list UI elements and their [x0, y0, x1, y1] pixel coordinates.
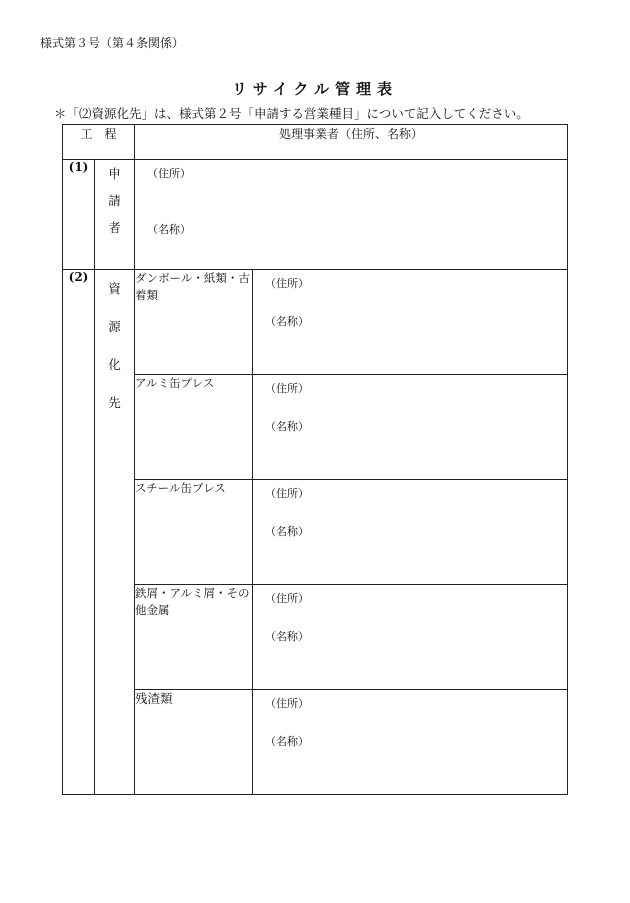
- document-title: リサイクル管理表: [232, 80, 398, 98]
- address-label: （住所）: [265, 487, 310, 500]
- address-label: （住所）: [265, 382, 310, 395]
- recycler-entry-cell[interactable]: [253, 375, 568, 480]
- address-label: （住所）: [147, 167, 192, 180]
- category-label: 残渣類: [135, 690, 253, 795]
- name-label: （名称）: [265, 735, 310, 748]
- table-row: [63, 270, 568, 375]
- address-label: （住所）: [265, 592, 310, 605]
- recycler-entry-cell[interactable]: [253, 585, 568, 690]
- address-label: （住所）: [265, 697, 310, 710]
- category-label: 鉄屑・アルミ屑・その他金属: [135, 585, 253, 690]
- operator-header: 処理事業者（住所、名称）: [135, 125, 568, 160]
- applicant-label-cell: [95, 160, 135, 270]
- table-row: [63, 585, 568, 690]
- applicant-row: [63, 160, 568, 270]
- applicant-entry-cell[interactable]: [135, 160, 568, 270]
- recycling-management-table: [62, 124, 568, 795]
- category-label: アルミ缶プレス: [135, 375, 253, 480]
- recycler-number: (2): [63, 270, 95, 795]
- category-label: スチール缶プレス: [135, 480, 253, 585]
- address-label: （住所）: [265, 277, 310, 290]
- recycler-entry-cell[interactable]: [253, 270, 568, 375]
- table-header-row: [63, 125, 568, 160]
- name-label: （名称）: [265, 420, 310, 433]
- name-label: （名称）: [147, 223, 192, 236]
- applicant-label: 申請者: [108, 166, 121, 235]
- table-row: [63, 690, 568, 795]
- process-header: 工 程: [63, 125, 135, 160]
- table-row: [63, 375, 568, 480]
- name-label: （名称）: [265, 630, 310, 643]
- name-label: （名称）: [265, 315, 310, 328]
- recycler-entry-cell[interactable]: [253, 480, 568, 585]
- recycler-label: 資源化先: [108, 281, 121, 410]
- applicant-number: (1): [63, 160, 95, 270]
- recycler-entry-cell[interactable]: [253, 690, 568, 795]
- recycler-label-cell: [95, 270, 135, 795]
- instruction-note: ＊「⑵資源化先」は、様式第２号「申請する営業種目」について記入してください。: [54, 106, 529, 121]
- name-label: （名称）: [265, 525, 310, 538]
- form-number: 様式第３号（第４条関係）: [40, 36, 185, 50]
- category-label: ダンボール・紙類・古着類: [135, 270, 253, 375]
- table-row: [63, 480, 568, 585]
